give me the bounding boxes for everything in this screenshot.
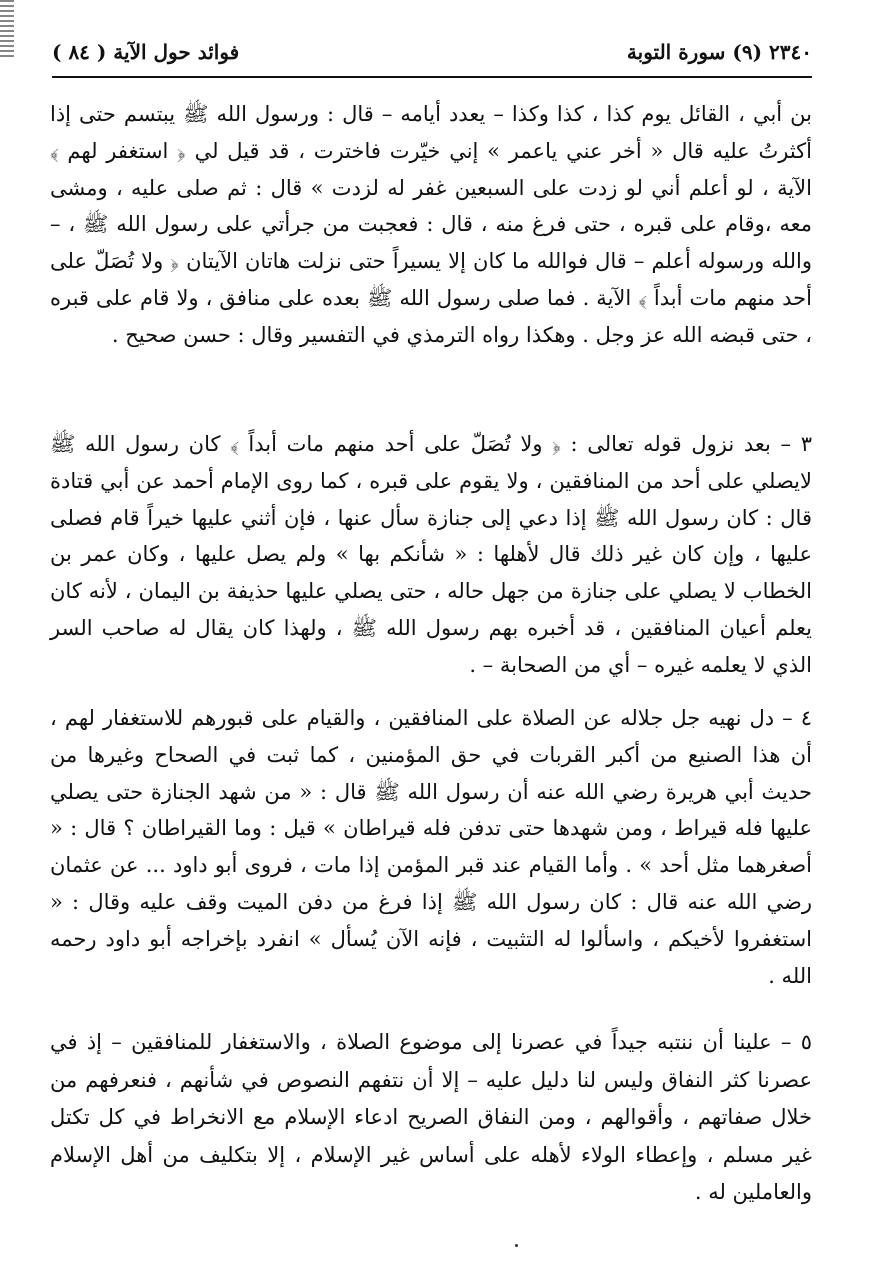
page-number: ٢٣٤٠ [769,40,812,64]
paragraph-point-3: ٣ – بعد نزول قوله تعالى : ﴿ ولا تُصَلّ على أحد منهم مات أبداً ﴾ كان رسول الله ﷺ لايصلي على أحد من المنافقين ، ولا يقوم على قبره ، كما روى الإمام أحمد عن أبي قتادة قال : كان رسول الله ﷺ إذا دعي إلى جنازة سأل عنها ، فإن أثني عليها خيراً قام فصلى عليها ، وإن كان غير ذلك قال لأهلها : « شأنكم بها » ولم يصل عليها ، وكان عمر بن الخطاب لا يصلي على جنازة من جهل حاله ، حتى يصلي عليها حذيفة بن اليمان ، لأنه كان يعلم أعيان المنافقين ، قد أخبره بهم رسول الله ﷺ ، ولهذا كان يقال له صاحب السر الذي لا يعلمه غيره – أي من الصحابة – . [50,432,812,677]
paragraph-hadith: بن أبي ، القائل يوم كذا ، كذا وكذا – يعدد أيامه – قال : ورسول الله ﷺ يبتسم حتى إذا أكثرتُ عليه قال « أخر عني ياعمر » إني خيّرت فاخترت ، قد قيل لي ﴿ استغفر لهم ﴾ الآية ، لو أعلم أني لو زدت على السبعين غفر له لزدت » قال : ثم صلى عليه ، ومشى معه ،وقام على قبره ، حتى فرغ منه ، قال : فعجبت من جرأتي على رسول الله ﷺ ، – والله ورسوله أعلم – قال فوالله ما كان إلا يسيراً حتى نزلت هاتان الآيتان ﴿ ولا تُصَلّ على أحد منهم مات أبداً ﴾ الآية . فما صلى رسول الله ﷺ بعده على منافق ، ولا قام على قبره ، حتى قبضه الله عز وجل . وهكذا رواه الترمذي في التفسير وقال : حسن صحيح . [50,102,812,347]
paragraph-point-5: ٥ – علينا أن ننتبه جيداً في عصرنا إلى موضوع الصلاة ، والاستغفار للمنافقين – إذ في عصرنا كثر النفاق وليس لنا دليل عليه – إلا أن نتفهم النصوص في شأنهم ، فنعرفهم من خلال صفاتهم ، وأقوالهم ، ومن النفاق الصريح ادعاء الإسلام مع الانخراط في كل تكتل غير مسلم ، وإعطاء الولاء لأهله على أساس غير الإسلام ، إلا بتكليف من أهل الإسلام والعاملين له . [50,1030,812,1204]
header-rule [52,76,812,78]
page-speck [515,1244,518,1247]
paragraph-point-4: ٤ – دل نهيه جل جلاله عن الصلاة على المنافقين ، والقيام على قبورهم للاستغفار لهم ، أن هذا الصنيع من أكبر القربات في حق المؤمنين ، كما ثبت في الصحاح وغيرها من حديث أبي هريرة رضي الله عنه أن رسول الله ﷺ قال : « من شهد الجنازة حتى يصلي عليها فله قيراط ، ومن شهدها حتى تدفن فله قيراطان » قيل : وما القيراطان ؟ قال : « أصغرهما مثل أحد » . وأما القيام عند قبر المؤمن إذا مات ، فروى أبو داود ... عن عثمان رضي الله عنه قال : كان رسول الله ﷺ إذا فرغ من دفن الميت وقف عليه وقال : « استغفروا لأخيكم ، واسألوا له التثبيت ، فإنه الآن يُسأل » انفرد بإخراجه أبو داود رحمه الله . [50,706,812,988]
header-right [627,40,812,64]
page-header [52,38,812,78]
page-edge-mark [0,0,14,60]
section-title: فوائد حول الآية ( ٨٤ ) [52,40,240,64]
surah-title: (٩) سورة التوبة [626,40,763,64]
